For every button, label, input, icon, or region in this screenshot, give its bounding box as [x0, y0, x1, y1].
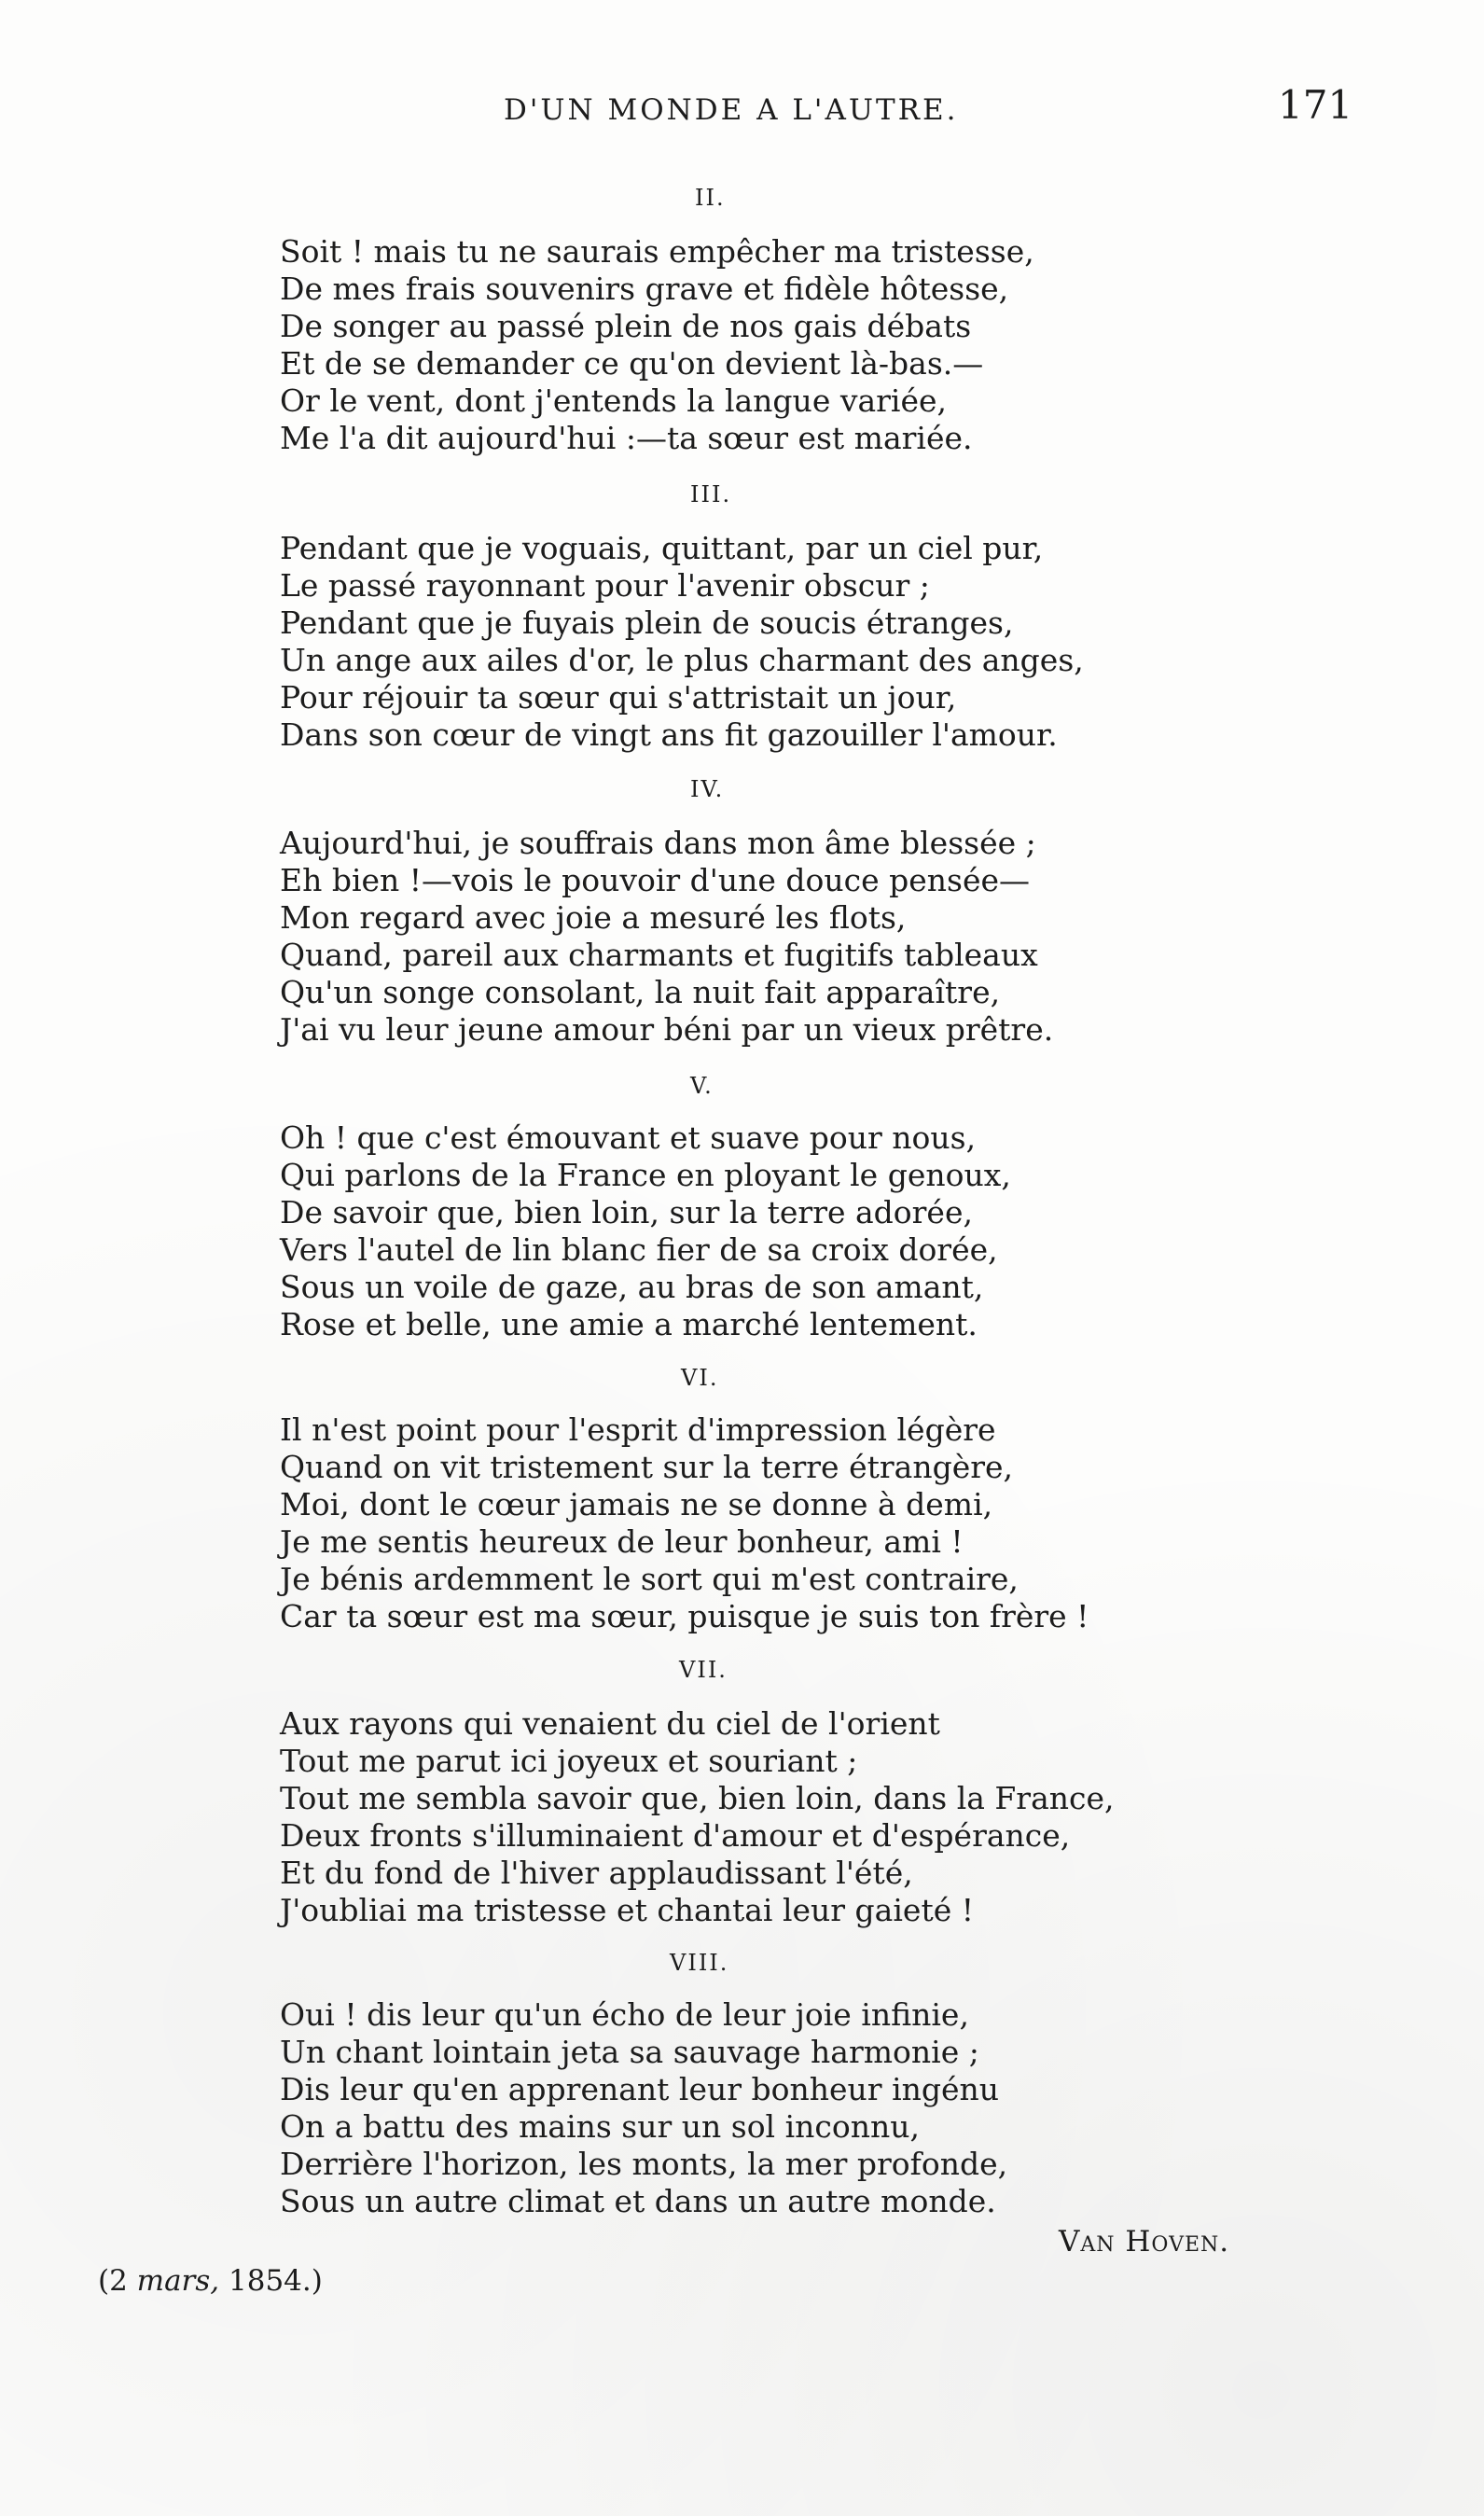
verse-line: J'oubliai ma tristesse et chantai leur gaieté ! — [280, 1892, 974, 1928]
stanza — [280, 1705, 1115, 1929]
stanza-number: III. — [690, 481, 732, 507]
stanza-number: II. — [695, 185, 726, 211]
verse-line: Dis leur qu'en apprenant leur bonheur ingénu — [280, 2071, 1000, 2107]
verse-line: Et du fond de l'hiver applaudissant l'été, — [280, 1855, 913, 1891]
stanza-number: VI. — [681, 1365, 719, 1391]
verse-line: De songer au passé plein de nos gais débats — [280, 308, 972, 344]
verse-line: Pour réjouir ta sœur qui s'attristait un jour, — [280, 679, 957, 716]
verse-line: Soit ! mais tu ne saurais empêcher ma tristesse, — [280, 233, 1034, 270]
verse-line: Je bénis ardemment le sort qui m'est contraire, — [280, 1561, 1019, 1597]
verse-line: Eh bien !—vois le pouvoir d'une douce pensée— — [280, 862, 1031, 898]
verse-line: Sous un voile de gaze, au bras de son amant, — [280, 1269, 984, 1305]
verse-line: Qu'un songe consolant, la nuit fait apparaître, — [280, 974, 1001, 1010]
verse-line: Derrière l'horizon, les monts, la mer profonde, — [280, 2146, 1008, 2182]
date-line — [98, 2264, 323, 2298]
stanza-number: VII. — [679, 1657, 728, 1683]
verse-line: Rose et belle, une amie a marché lentement. — [280, 1306, 978, 1342]
verse-line: Tout me sembla savoir que, bien loin, dans la France, — [280, 1780, 1115, 1816]
stanza — [280, 530, 1084, 754]
verse-line: De savoir que, bien loin, sur la terre adorée, — [280, 1194, 973, 1230]
verse-line: Je me sentis heureux de leur bonheur, ami ! — [280, 1523, 964, 1560]
verse-line: Il n'est point pour l'esprit d'impression légère — [280, 1411, 996, 1448]
stanza-number: IV. — [690, 776, 725, 802]
verse-line: J'ai vu leur jeune amour béni par un vieux prêtre. — [280, 1011, 1054, 1048]
verse-line: Pendant que je voguais, quittant, par un ciel pur, — [280, 530, 1044, 566]
verse-line: Un chant lointain jeta sa sauvage harmonie ; — [280, 2034, 979, 2070]
date-open: (2 — [98, 2264, 137, 2298]
verse-line: Deux fronts s'illuminaient d'amour et d'espérance, — [280, 1817, 1071, 1854]
verse-line: Oh ! que c'est émouvant et suave pour nous, — [280, 1119, 977, 1156]
page-number: 171 — [1278, 82, 1353, 128]
stanza — [280, 825, 1053, 1049]
stanza — [280, 1119, 1011, 1343]
stanza — [280, 1411, 1089, 1635]
verse-line: Vers l'autel de lin blanc fier de sa croix dorée, — [280, 1231, 998, 1268]
date-month: mars, — [136, 2264, 220, 2298]
date-rest: 1854.) — [219, 2264, 323, 2298]
verse-line: Oui ! dis leur qu'un écho de leur joie infinie, — [280, 1996, 969, 2033]
verse-line: Qui parlons de la France en ployant le genoux, — [280, 1157, 1011, 1193]
stanza — [280, 233, 1034, 457]
verse-line: Aux rayons qui venaient du ciel de l'orient — [280, 1705, 940, 1742]
verse-line: De mes frais souvenirs grave et fidèle hôtesse, — [280, 271, 1009, 307]
verse-line: Un ange aux ailes d'or, le plus charmant des anges, — [280, 642, 1084, 678]
verse-line: Quand on vit tristement sur la terre étrangère, — [280, 1449, 1014, 1485]
verse-line: Car ta sœur est ma sœur, puisque je suis ton frère ! — [280, 1598, 1089, 1634]
verse-line: Quand, pareil aux charmants et fugitifs tableaux — [280, 937, 1038, 973]
verse-line: On a battu des mains sur un sol inconnu, — [280, 2108, 921, 2145]
verse-line: Pendant que je fuyais plein de soucis étranges, — [280, 605, 1014, 641]
verse-line: Or le vent, dont j'entends la langue variée, — [280, 382, 948, 419]
verse-line: Dans son cœur de vingt ans fit gazouiller l'amour. — [280, 716, 1058, 753]
verse-line: Mon regard avec joie a mesuré les flots, — [280, 899, 907, 936]
verse-line: Le passé rayonnant pour l'avenir obscur ; — [280, 567, 930, 604]
running-title: D'UN MONDE A L'AUTRE. — [504, 93, 959, 127]
verse-line: Sous un autre climat et dans un autre monde. — [280, 2183, 996, 2219]
verse-line: Tout me parut ici joyeux et souriant ; — [280, 1743, 858, 1779]
stanza-number: V. — [690, 1073, 714, 1099]
verse-line: Et de se demander ce qu'on devient là-bas.— — [280, 345, 984, 382]
stanza-number: VIII. — [670, 1950, 729, 1976]
stanza — [280, 1996, 1007, 2220]
verse-line: Aujourd'hui, je souffrais dans mon âme blessée ; — [280, 825, 1036, 861]
verse-line: Moi, dont le cœur jamais ne se donne à demi, — [280, 1486, 993, 1522]
verse-line: Me l'a dit aujourd'hui :—ta sœur est mariée. — [280, 420, 973, 456]
author-signature: Van Hoven. — [1059, 2225, 1230, 2259]
